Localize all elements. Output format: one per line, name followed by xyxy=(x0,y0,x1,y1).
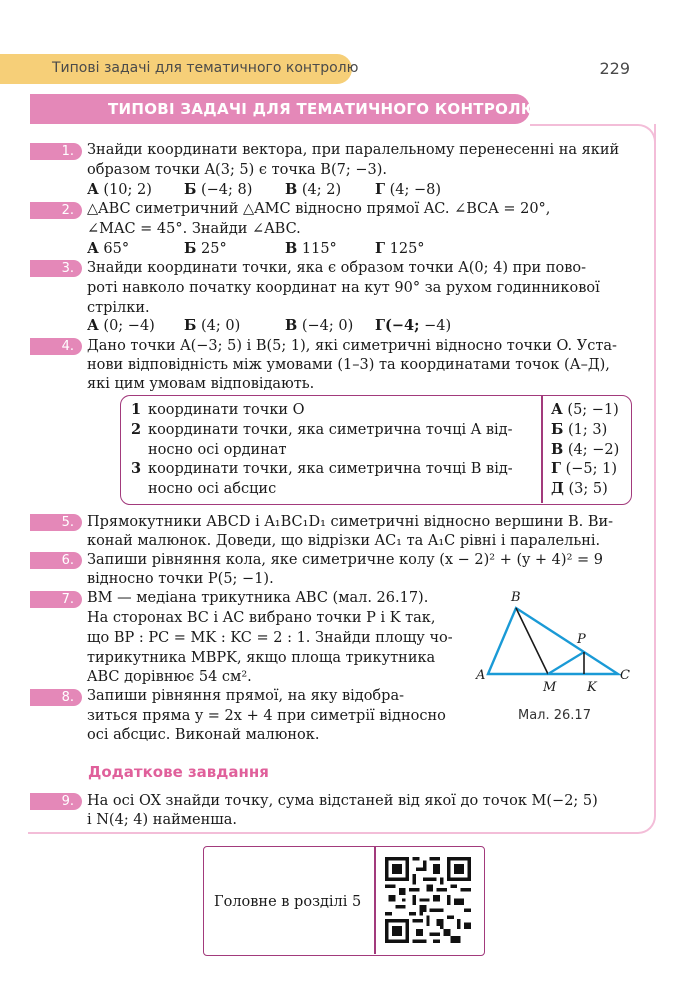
condition-text: координати точки, яка симетрична точці B від- xyxy=(148,461,513,477)
label-k: K xyxy=(587,680,597,695)
section-title: ТИПОВІ ЗАДАЧІ ДЛЯ ТЕМАТИЧНОГО КОНТРОЛЮ xyxy=(108,100,539,118)
running-title: Типові задачі для тематичного контролю xyxy=(52,60,359,76)
task-number-3: 3. xyxy=(30,260,82,277)
condition-text: носно осі абсцис xyxy=(148,481,277,497)
option: В (−4; 0) xyxy=(285,317,354,334)
task-8-line-1: Запиши рівняння прямої, на яку відобра- xyxy=(87,688,404,704)
task-number-5: 5. xyxy=(30,514,82,531)
matching-table xyxy=(120,395,632,505)
task-3-line-1: Знайди координати точки, яка є образом точки A(0; 4) при пово- xyxy=(87,260,587,276)
triangle-abc xyxy=(488,608,618,674)
summary-label: Головне в розділі 5 xyxy=(214,894,362,910)
task-8-line-3: осі абсцис. Виконай малюнок. xyxy=(87,727,320,743)
task-5-line-1: Прямокутники ABCD і A₁BC₁D₁ симетричні відносно вершини B. Ви- xyxy=(87,514,614,530)
qr-code-icon[interactable] xyxy=(385,857,471,943)
condition-text: носно осі ординат xyxy=(148,442,287,458)
task-1-line-2: образом точки A(3; 5) є точка B(7; −3). xyxy=(87,162,387,178)
condition-text: координати точки, яка симетрична точці A від- xyxy=(148,422,513,438)
option: Г 125° xyxy=(375,240,425,257)
option: Г(−4; −4) xyxy=(375,317,452,334)
task-3-line-2: роті навколо початку координат на кут 90° за рухом годинникової xyxy=(87,280,600,296)
option: А (0; −4) xyxy=(87,317,155,334)
task-6-line-2: відносно точки P(5; −1). xyxy=(87,571,274,587)
condition-text: координати точки O xyxy=(148,402,305,418)
summary-box[interactable] xyxy=(203,846,485,956)
page-number: 229 xyxy=(599,59,630,78)
task-4-line-3: які цим умовам відповідають. xyxy=(87,376,315,392)
condition-number: 2 xyxy=(131,421,142,438)
option: Б 25° xyxy=(184,240,227,257)
task-number-9: 9. xyxy=(30,793,82,810)
task-8-line-2: зиться пряма y = 2x + 4 при симетрії відносно xyxy=(87,708,446,724)
option: А (10; 2) xyxy=(87,181,152,198)
task-6-line-1: Запиши рівняння кола, яке симетричне колу (x − 2)² + (y + 4)² = 9 xyxy=(87,552,603,568)
task-9-line-1: На осі OX знайди точку, сума відстаней від якої до точок M(−2; 5) xyxy=(87,793,598,809)
task-5-line-2: конай малюнок. Доведи, що відрізки AC₁ та A₁C рівні і паралельні. xyxy=(87,533,601,549)
option: Г (4; −8) xyxy=(375,181,442,198)
segment-mp xyxy=(548,652,584,674)
option: А 65° xyxy=(87,240,130,257)
section-banner xyxy=(30,94,539,124)
task-4-line-2: нови відповідність між умовами (1–3) та координатами точок (А–Д), xyxy=(87,357,610,373)
answer-option: Б (1; 3) xyxy=(551,421,608,438)
label-c: C xyxy=(620,668,630,683)
task-number-6: 6. xyxy=(30,552,82,569)
label-b: B xyxy=(511,590,521,605)
running-header-blue-band xyxy=(335,54,695,84)
task-7-line-3: що BP : PC = MK : KC = 2 : 1. Знайди площу чо- xyxy=(87,630,453,646)
figure-caption: Мал. 26.17 xyxy=(518,708,591,723)
task-2-line-1: △ABC симетричний △AMC відносно прямої AC. ∠BCA = 20°, xyxy=(87,201,551,217)
task-2-line-2: ∠MAC = 45°. Знайди ∠ABC. xyxy=(87,221,301,237)
task-7-line-2: На сторонах BC і AC вибрано точки P і K так, xyxy=(87,610,436,626)
option: В 115° xyxy=(285,240,337,257)
label-p: P xyxy=(577,632,586,647)
condition-number: 3 xyxy=(131,460,142,477)
label-a: A xyxy=(476,668,486,683)
extra-task-title: Додаткове завдання xyxy=(88,763,269,781)
task-7-line-1: BM — медіана трикутника ABC (мал. 26.17). xyxy=(87,590,429,606)
option: В (4; 2) xyxy=(285,181,342,198)
task-number-7: 7. xyxy=(30,591,82,608)
answer-option: В (4; −2) xyxy=(551,441,620,458)
option: Б (−4; 8) xyxy=(184,181,253,198)
label-m: M xyxy=(543,680,557,695)
running-header-yellow-band xyxy=(30,54,359,84)
summary-divider xyxy=(374,847,376,954)
task-number-2: 2. xyxy=(30,202,82,219)
answer-option: Г (−5; 1) xyxy=(551,460,618,477)
task-number-8: 8. xyxy=(30,689,82,706)
task-3-line-3: стрілки. xyxy=(87,300,150,316)
answer-option: Д (3; 5) xyxy=(551,480,608,497)
task-1-line-1: Знайди координати вектора, при паралельному перенесенні на який xyxy=(87,142,620,158)
task-9-line-2: і N(4; 4) найменша. xyxy=(87,812,238,828)
task-7-line-5: ABC дорівнює 54 см². xyxy=(87,669,252,685)
task-7-line-4: тирикутника MBPK, якщо площа трикутника xyxy=(87,650,436,666)
answer-option: А (5; −1) xyxy=(551,401,619,418)
task-4-line-1: Дано точки A(−3; 5) і B(5; 1), які симетричні відносно точки O. Уста- xyxy=(87,338,617,354)
task-number-1: 1. xyxy=(30,143,82,160)
task-number-4: 4. xyxy=(30,338,82,355)
triangle-figure xyxy=(470,588,640,688)
matching-divider xyxy=(541,396,543,503)
condition-number: 1 xyxy=(131,401,142,418)
running-header xyxy=(0,54,695,84)
option: Б (4; 0) xyxy=(184,317,241,334)
